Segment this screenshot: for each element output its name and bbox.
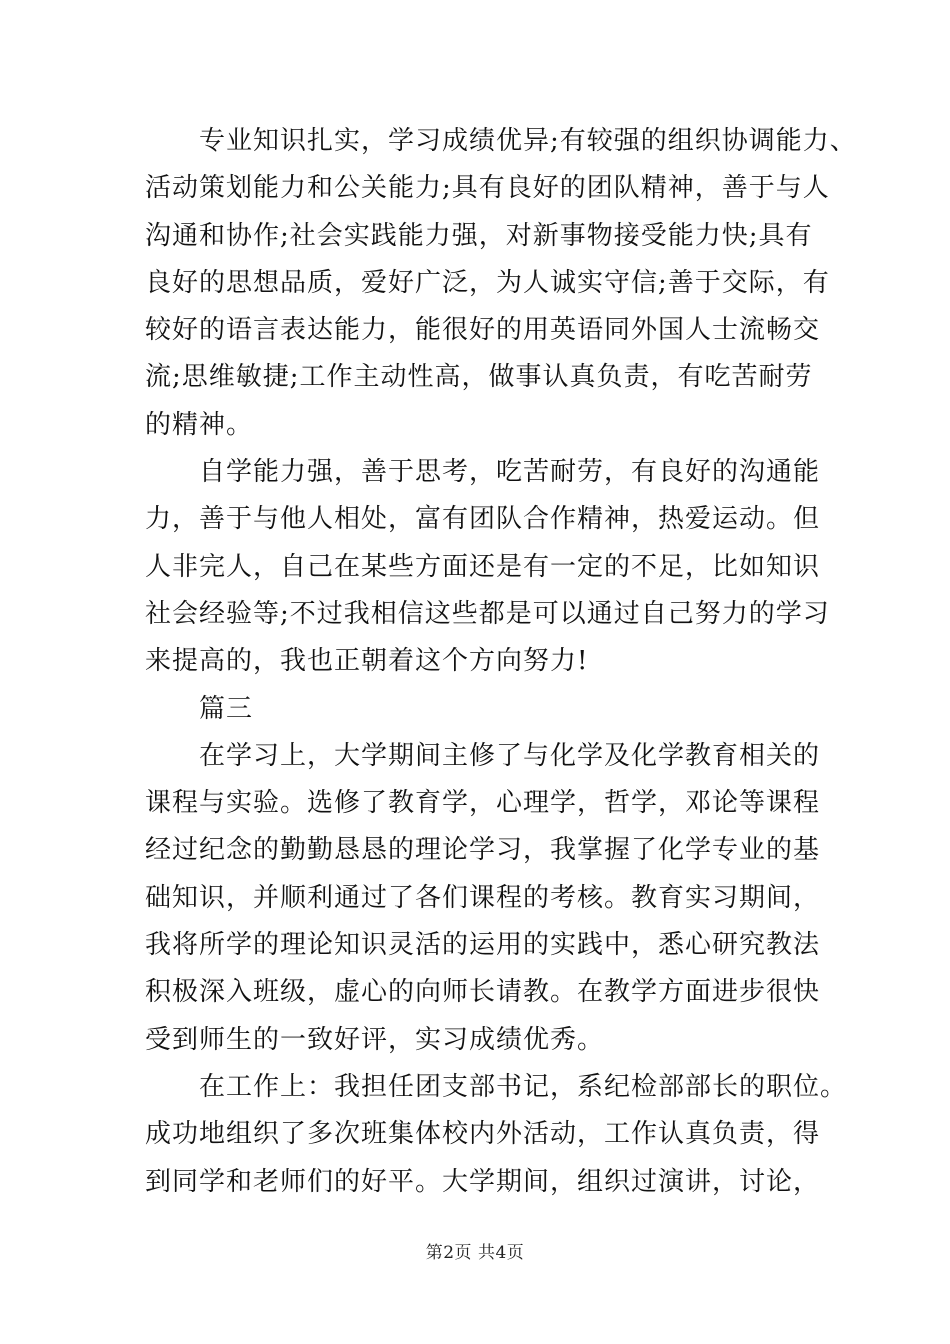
paragraph-line: 良好的思想品质，爱好广泛，为人诚实守信;善于交际，有 <box>145 267 830 298</box>
paragraph-line: 人非完人，自己在某些方面还是有一定的不足，比如知识 <box>145 551 821 582</box>
paragraph-line: 在工作上：我担任团支部书记，系纪检部部长的职位。 <box>199 1071 848 1102</box>
paragraph-line: 来提高的，我也正朝着这个方向努力! <box>145 646 589 677</box>
paragraph-line: 力，善于与他人相处，富有团队合作精神，热爱运动。但 <box>145 504 821 535</box>
paragraph-line: 社会经验等;不过我相信这些都是可以通过自己努力的学习 <box>145 598 830 629</box>
paragraph-line: 在学习上，大学期间主修了与化学及化学教育相关的 <box>199 740 821 771</box>
paragraph-2 <box>145 449 830 685</box>
paragraph-line: 我将所学的理论知识灵活的运用的实践中，悉心研究教法 <box>145 930 821 961</box>
paragraph-3 <box>145 733 825 1064</box>
paragraph-line: 课程与实验。选修了教育学，心理学，哲学，邓论等课程 <box>145 788 821 819</box>
paragraph-line: 活动策划能力和公关能力;具有良好的团队精神，善于与人 <box>145 173 830 204</box>
paragraph-line: 流;思维敏捷;工作主动性高，做事认真负责，有吃苦耐劳 <box>145 362 813 393</box>
paragraph-line: 到同学和老师们的好平。大学期间，组织过演讲，讨论， <box>145 1166 821 1197</box>
document-body <box>145 118 857 1206</box>
page-footer <box>0 1238 950 1263</box>
paragraph-line: 专业知识扎实，学习成绩优异;有较强的组织协调能力、 <box>199 126 857 156</box>
paragraph-line: 的精神。 <box>145 409 254 440</box>
paragraph-line: 成功地组织了多次班集体校内外活动，工作认真负责，得 <box>145 1119 821 1150</box>
page-number-label: 第2页 共4页 <box>425 1243 525 1263</box>
paragraph-line: 积极深入班级，虚心的向师长请教。在教学方面进步很快 <box>145 977 821 1008</box>
paragraph-line: 自学能力强，善于思考，吃苦耐劳，有良好的沟通能 <box>199 457 821 488</box>
paragraph-4 <box>145 1064 848 1206</box>
paragraph-line: 础知识，并顺利通过了各们课程的考核。教育实习期间， <box>145 882 821 913</box>
section-heading: 篇三 <box>199 693 254 724</box>
paragraph-1 <box>145 118 857 449</box>
paragraph-line: 受到师生的一致好评，实习成绩优秀。 <box>145 1024 605 1055</box>
paragraph-line: 沟通和协作;社会实践能力强，对新事物接受能力快;具有 <box>145 220 813 251</box>
paragraph-line: 较好的语言表达能力，能很好的用英语同外国人士流畅交 <box>145 315 821 346</box>
paragraph-line: 经过纪念的勤勤恳恳的理论学习，我掌握了化学专业的基 <box>145 835 821 866</box>
